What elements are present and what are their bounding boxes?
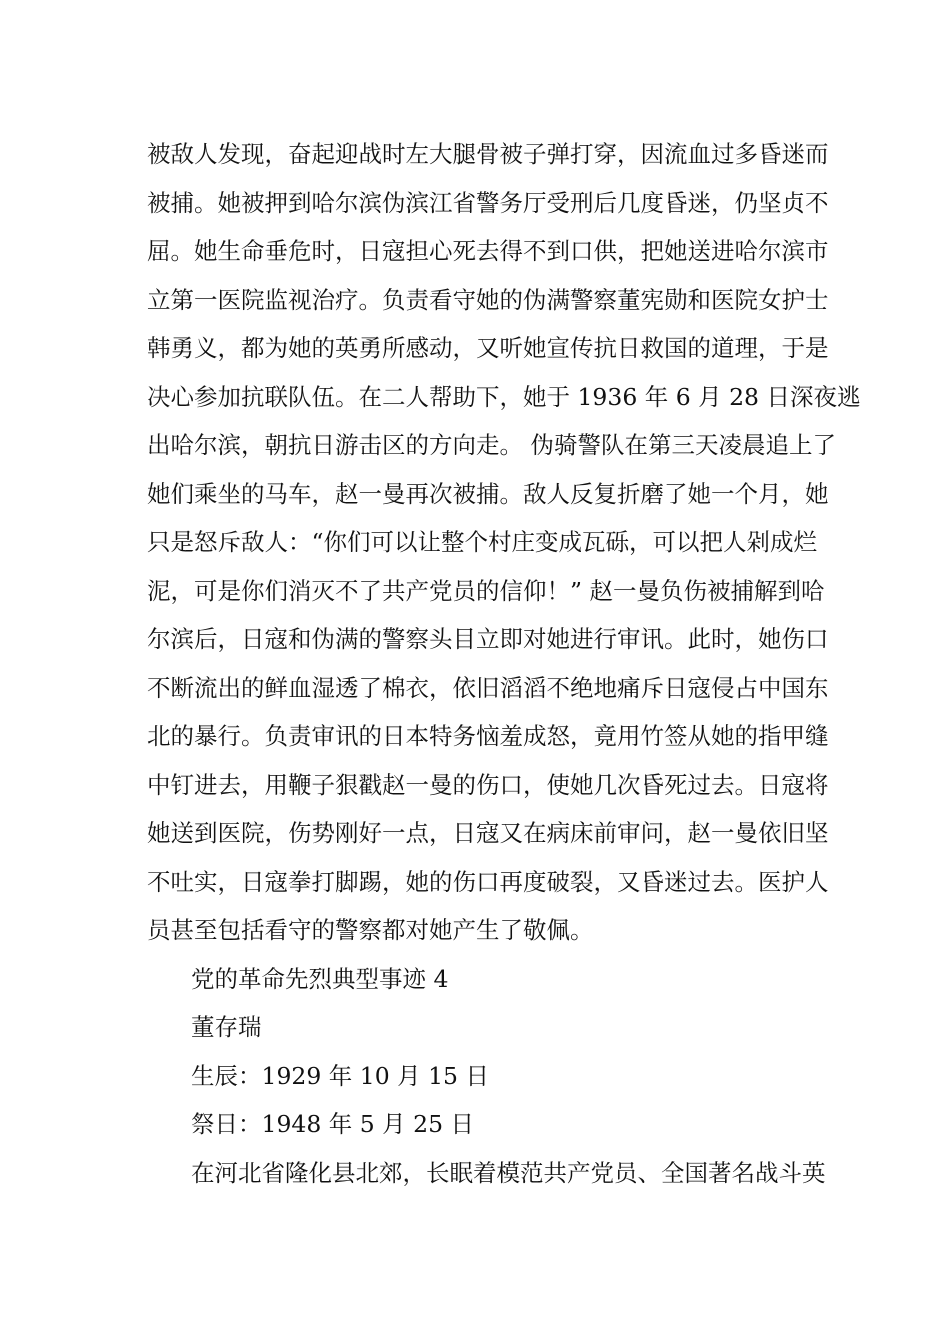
paragraph-line: 被敌人发现，奋起迎战时左大腿骨被子弹打穿，因流血过多昏迷而 xyxy=(147,140,829,168)
paragraph-line: 她们乘坐的马车，赵一曼再次被捕。敌人反复折磨了她一个月，她 xyxy=(147,479,829,508)
body-text xyxy=(147,130,861,1197)
paragraph-line: 屈。她生命垂危时，日寇担心死去得不到口供，把她送进哈尔滨市 xyxy=(147,237,829,265)
paragraph-line: 立第一医院监视治疗。负责看守她的伪满警察董宪勋和医院女护士 xyxy=(147,285,829,314)
paragraph-line: 决心参加抗联队伍。在二人帮助下，她于 1936 年 6 月 28 日深夜逃 xyxy=(147,382,861,411)
death-date-line: 祭日：1948 年 5 月 25 日 xyxy=(191,1110,475,1138)
paragraph-line: 不吐实，日寇拳打脚踢，她的伤口再度破裂，又昏迷过去。医护人 xyxy=(147,867,829,896)
section-title: 党的革命先烈典型事迹 4 xyxy=(191,964,449,993)
person-name: 董存瑞 xyxy=(191,1013,262,1041)
paragraph-line: 出哈尔滨，朝抗日游击区的方向走。 伪骑警队在第三天凌晨追上了 xyxy=(147,431,836,459)
paragraph-line: 泥，可是你们消灭不了共产党员的信仰！” 赵一曼负伤被捕解到哈 xyxy=(147,576,825,605)
paragraph-line: 北的暴行。负责审讯的日本特务恼羞成怒，竟用竹签从她的指甲缝 xyxy=(147,722,829,750)
paragraph-line: 她送到医院，伤势刚好一点，日寇又在病床前审问，赵一曼依旧坚 xyxy=(147,819,829,847)
paragraph-line: 韩勇义，都为她的英勇所感动，又听她宣传抗日救国的道理，于是 xyxy=(147,334,829,362)
paragraph-line: 只是怒斥敌人：“你们可以让整个村庄变成瓦砾，可以把人剁成烂 xyxy=(147,528,818,556)
paragraph-line: 不断流出的鲜血湿透了棉衣，依旧滔滔不绝地痛斥日寇侵占中国东 xyxy=(147,673,829,702)
paragraph-line: 被捕。她被押到哈尔滨伪滨江省警务厅受刑后几度昏迷，仍坚贞不 xyxy=(147,188,829,217)
paragraph-line: 尔滨后，日寇和伪满的警察头目立即对她进行审讯。此时，她伤口 xyxy=(147,625,829,653)
paragraph-line: 中钉进去，用鞭子狠戳赵一曼的伤口，使她几次昏死过去。日寇将 xyxy=(147,770,829,799)
closing-paragraph-line: 在河北省隆化县北郊，长眠着模范共产党员、全国著名战斗英 xyxy=(191,1158,826,1187)
birth-date-line: 生辰：1929 年 10 月 15 日 xyxy=(191,1061,489,1090)
paragraph-line: 员甚至包括看守的警察都对她产生了敬佩。 xyxy=(147,916,594,944)
